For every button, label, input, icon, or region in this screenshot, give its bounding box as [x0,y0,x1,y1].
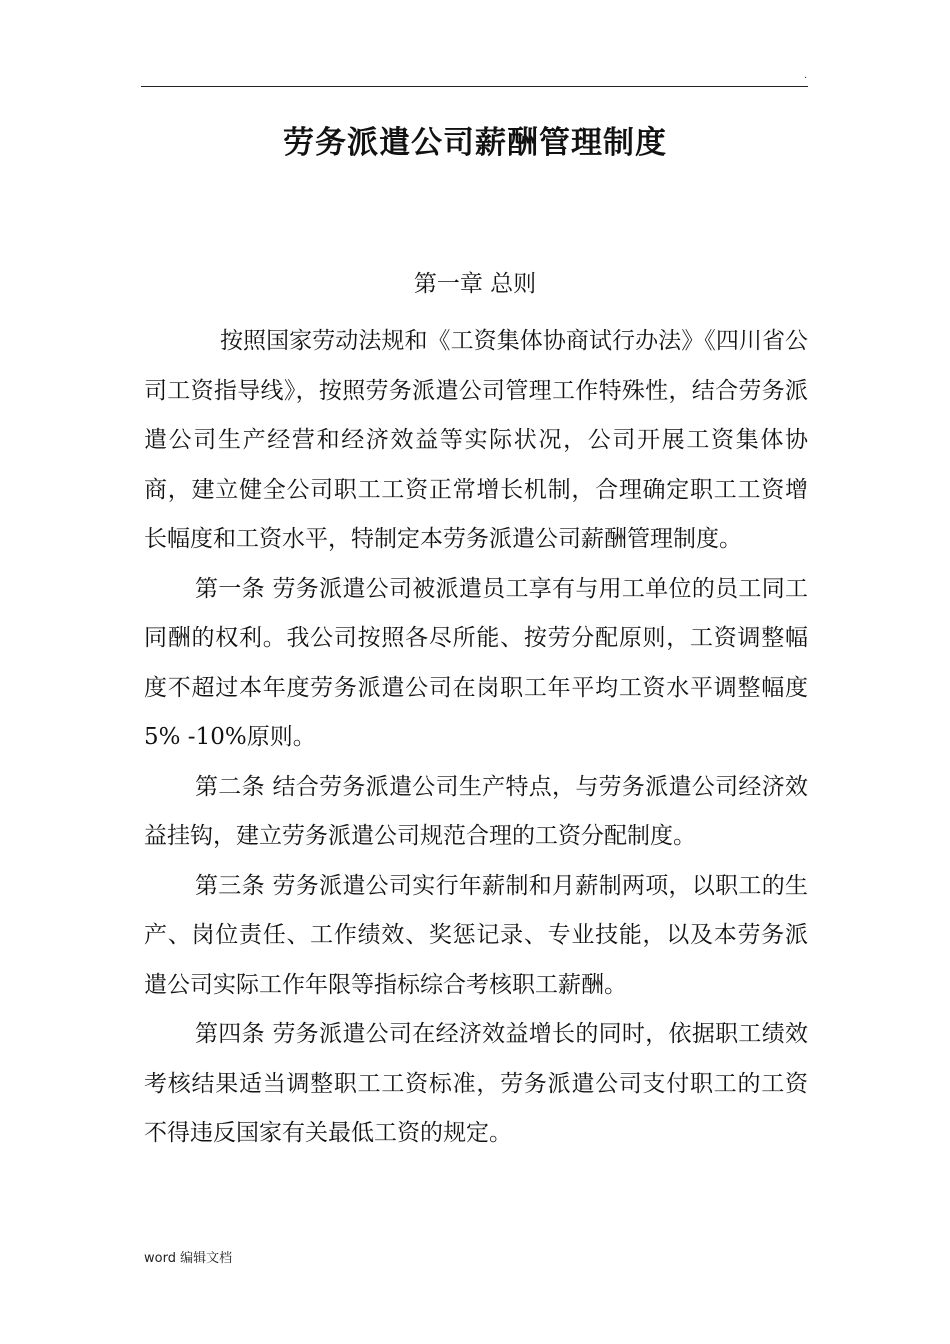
article-2-paragraph: 第二条 结合劳务派遣公司生产特点，与劳务派遣公司经济效益挂钩，建立劳务派遣公司规范合理的工资分配制度。 [144,773,808,849]
intro-paragraph: 按照国家劳动法规和《工资集体协商试行办法》《四川省公司工资指导线》，按照劳务派遣公司管理工作特殊性，结合劳务派遣公司生产经营和经济效益等实际状况，公司开展工资集体协商，建立健全公司职工工资正常增长机制，合理确定职工工资增长幅度和工资水平，特制定本劳务派遣公司薪酬管理制度。 [144,328,808,552]
footer-label: word 编辑文档 [144,1251,233,1266]
article-4-paragraph: 第四条 劳务派遣公司在经济效益增长的同时，依据职工绩效考核结果适当调整职工工资标准，劳务派遣公司支付职工的工资不得违反国家有关最低工资的规定。 [144,1021,808,1146]
document-title: 劳务派遣公司薪酬管理制度 [283,125,667,161]
article-1-paragraph: 第一条 劳务派遣公司被派遣员工享有与用工单位的员工同工同酬的权利。我公司按照各尽所能、按劳分配原则，工资调整幅度不超过本年度劳务派遣公司在岗职工年平均工资水平调整幅度 5% -10%原则。 [144,575,808,750]
document-body [144,317,808,1159]
header-dot: . [804,70,808,81]
header-rule [141,86,808,87]
chapter-heading: 第一章 总则 [413,271,537,297]
article-3-paragraph: 第三条 劳务派遣公司实行年薪制和月薪制两项，以职工的生产、岗位责任、工作绩效、奖惩记录、专业技能，以及本劳务派遣公司实际工作年限等指标综合考核职工薪酬。 [144,872,808,998]
